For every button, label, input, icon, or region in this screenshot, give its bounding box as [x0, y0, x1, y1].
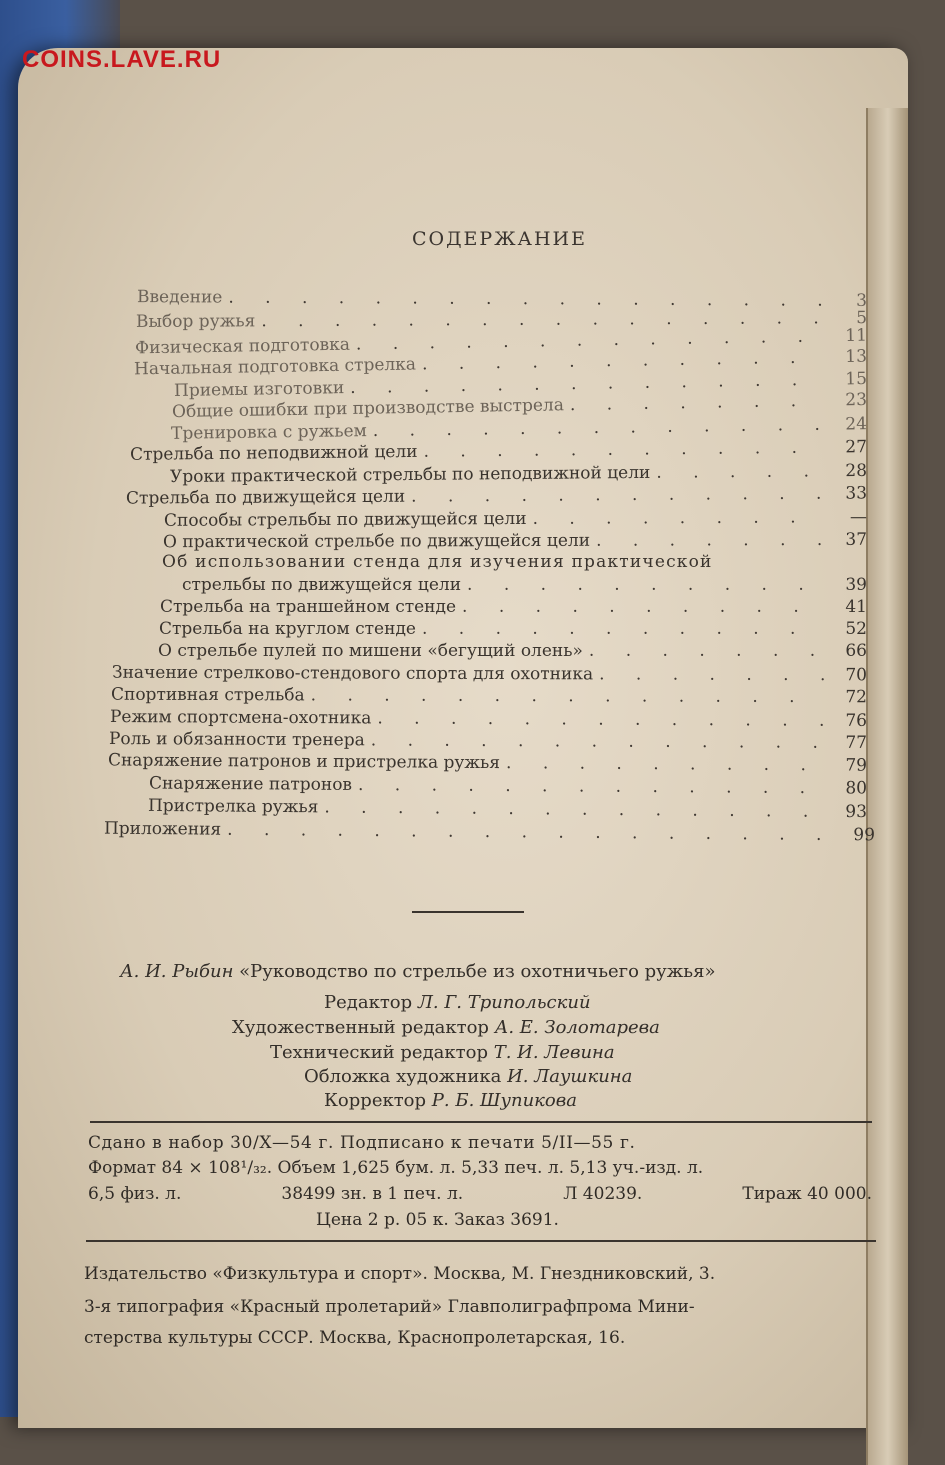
imprint-line: Формат 84 × 108¹/₃₂. Объем 1,625 бум. л. 5,33 печ. л. 5,13 уч.-изд. л. [88, 1158, 704, 1178]
toc-leader [467, 574, 825, 596]
imprint-print-run: Тираж 40 000. [742, 1184, 872, 1204]
toc-page: 70 [845, 665, 868, 686]
editor-role: Редактор [324, 992, 413, 1013]
toc-leader [411, 483, 825, 508]
imprint-line: Цена 2 р. 05 к. Заказ 3691. [316, 1210, 559, 1230]
toc-label: Об использовании стенда для изучения практической [162, 552, 713, 572]
toc-label: Стрельба по неподвижной цели [129, 441, 418, 465]
imprint-line: Сдано в набор 30/X—54 г. Подписано к печати 5/II—55 г. [88, 1133, 636, 1153]
toc-leader [589, 640, 825, 662]
toc-leader [423, 437, 825, 463]
imprint-sheets: 6,5 физ. л. [88, 1184, 182, 1204]
toc-label: Способы стрельбы по движущейся цели [163, 508, 527, 531]
toc-page: 77 [845, 732, 868, 753]
toc-label: Начальная подготовка стрелка [133, 354, 417, 380]
toc-label: Тренировка с ружьем [170, 421, 367, 444]
toc-row [158, 640, 867, 662]
toc-label: Приемы изготовки [173, 378, 345, 402]
toc-page: 13 [845, 346, 868, 367]
imprint-chars: 38499 зн. в 1 печ. л. [281, 1184, 464, 1204]
toc-page: 41 [845, 597, 867, 617]
toc-page: 33 [845, 483, 868, 504]
toc-leader [371, 729, 825, 753]
toc-label: О практической стрельбе по движущейся цели [162, 530, 591, 553]
book-title: «Руководство по стрельбе из охотничьего ружья» [239, 961, 716, 982]
toc-leader [311, 684, 825, 708]
toc-label: Роль и обязанности тренера [108, 729, 365, 751]
toc-row [159, 618, 867, 640]
toc-page: 11 [845, 325, 868, 346]
author-name: А. И. Рыбин [120, 961, 234, 982]
credit-cover [304, 1066, 632, 1087]
credit-title-line [120, 961, 715, 982]
toc-row [163, 529, 867, 553]
toc-label: Уроки практической стрельбы по неподвижной цели [169, 462, 651, 488]
toc-label: Стрельба на круглом стенде [159, 619, 416, 639]
toc-page: 93 [845, 801, 868, 823]
watermark: COINS.LAVE.RU [22, 46, 222, 73]
printer-line: стерства культуры СССР. Москва, Краснопролетарская, 16. [84, 1328, 626, 1348]
section-divider [412, 911, 524, 913]
cover-role: Обложка художника [304, 1066, 502, 1087]
toc-row [112, 662, 867, 687]
imprint-license: Л 40239. [563, 1184, 643, 1204]
toc-title: СОДЕРЖАНИЕ [412, 228, 587, 250]
toc-leader [358, 774, 825, 799]
toc-page: 99 [853, 825, 876, 846]
toc-page: 3 [856, 290, 868, 311]
toc-leader [377, 707, 825, 731]
toc-row [164, 506, 867, 532]
credit-corrector [324, 1090, 577, 1111]
corrector-role: Корректор [324, 1090, 427, 1111]
toc-label: Значение стрелково-стендового спорта для охотника [111, 662, 594, 685]
toc-leader [506, 752, 825, 776]
toc-label: Выбор ружья [135, 311, 256, 332]
toc-page: 72 [845, 687, 868, 708]
toc-label: Пристрелка ружья [147, 795, 319, 818]
credit-editor [324, 992, 591, 1013]
toc-label: О стрельбе пулей по мишени «бегущий олень» [158, 641, 583, 661]
toc-leader [532, 506, 825, 530]
toc-leader [599, 663, 825, 686]
imprint-line [88, 1184, 872, 1204]
printer-line: 3-я типография «Красный пролетарий» Главполиграфпрома Мини- [84, 1297, 695, 1317]
publisher-line: Издательство «Физкультура и спорт». Москва, М. Гнездниковский, 3. [84, 1264, 716, 1284]
toc-leader [462, 596, 825, 618]
toc-page: 28 [845, 460, 868, 482]
toc-row [182, 574, 867, 596]
tech-editor-name: Т. И. Левина [493, 1042, 615, 1063]
toc-label: Физическая подготовка [134, 334, 351, 359]
toc-page: 80 [845, 778, 868, 799]
toc-row [111, 684, 867, 709]
toc-page: — [849, 507, 868, 528]
toc-leader [596, 529, 825, 552]
toc-leader [324, 796, 825, 822]
toc-page: 24 [845, 414, 868, 435]
toc-page: 27 [845, 437, 868, 458]
toc-page: 39 [845, 575, 867, 595]
toc-leader [656, 460, 825, 483]
toc-label: стрельбы по движущейся цели [182, 575, 462, 595]
toc-leader [570, 390, 825, 416]
toc-leader [422, 618, 825, 640]
editor-name: Л. Г. Трипольский [417, 992, 591, 1013]
toc-row [160, 596, 867, 618]
toc-label: Приложения [103, 818, 222, 840]
art-editor-name: А. Е. Золотарева [494, 1017, 660, 1038]
toc-label: Стрельба по движущейся цели [125, 486, 406, 509]
toc-label: Снаряжение патронов и пристрелка ружья [107, 750, 501, 774]
rule-line [86, 1240, 876, 1242]
toc-page: 37 [845, 529, 868, 550]
toc-page: 79 [845, 755, 868, 776]
rule-line [90, 1121, 872, 1123]
toc-label: Снаряжение патронов [148, 773, 353, 795]
toc-label: Общие ошибки при производстве выстрела [171, 395, 565, 423]
corrector-name: Р. Б. Шупикова [431, 1090, 577, 1111]
toc-row [162, 551, 867, 573]
toc-label: Режим спортсмена-охотника [109, 707, 372, 729]
next-page-edge [866, 108, 908, 1465]
toc-label: Введение [136, 287, 223, 308]
toc-page: 66 [845, 641, 867, 661]
toc-label: Спортивная стрельба [110, 684, 305, 706]
toc-page: 76 [845, 710, 868, 731]
toc-page: 52 [845, 619, 867, 639]
toc-page: 5 [856, 308, 868, 329]
toc-page: 15 [845, 368, 868, 390]
toc-page: 23 [845, 389, 868, 411]
tech-editor-role: Технический редактор [270, 1042, 488, 1063]
toc-label: Стрельба на траншейном стенде [160, 597, 457, 617]
credit-tech-editor [270, 1042, 615, 1063]
cover-name: И. Лаушкина [507, 1066, 633, 1087]
art-editor-role: Художественный редактор [232, 1017, 489, 1038]
credit-art-editor [232, 1017, 660, 1038]
